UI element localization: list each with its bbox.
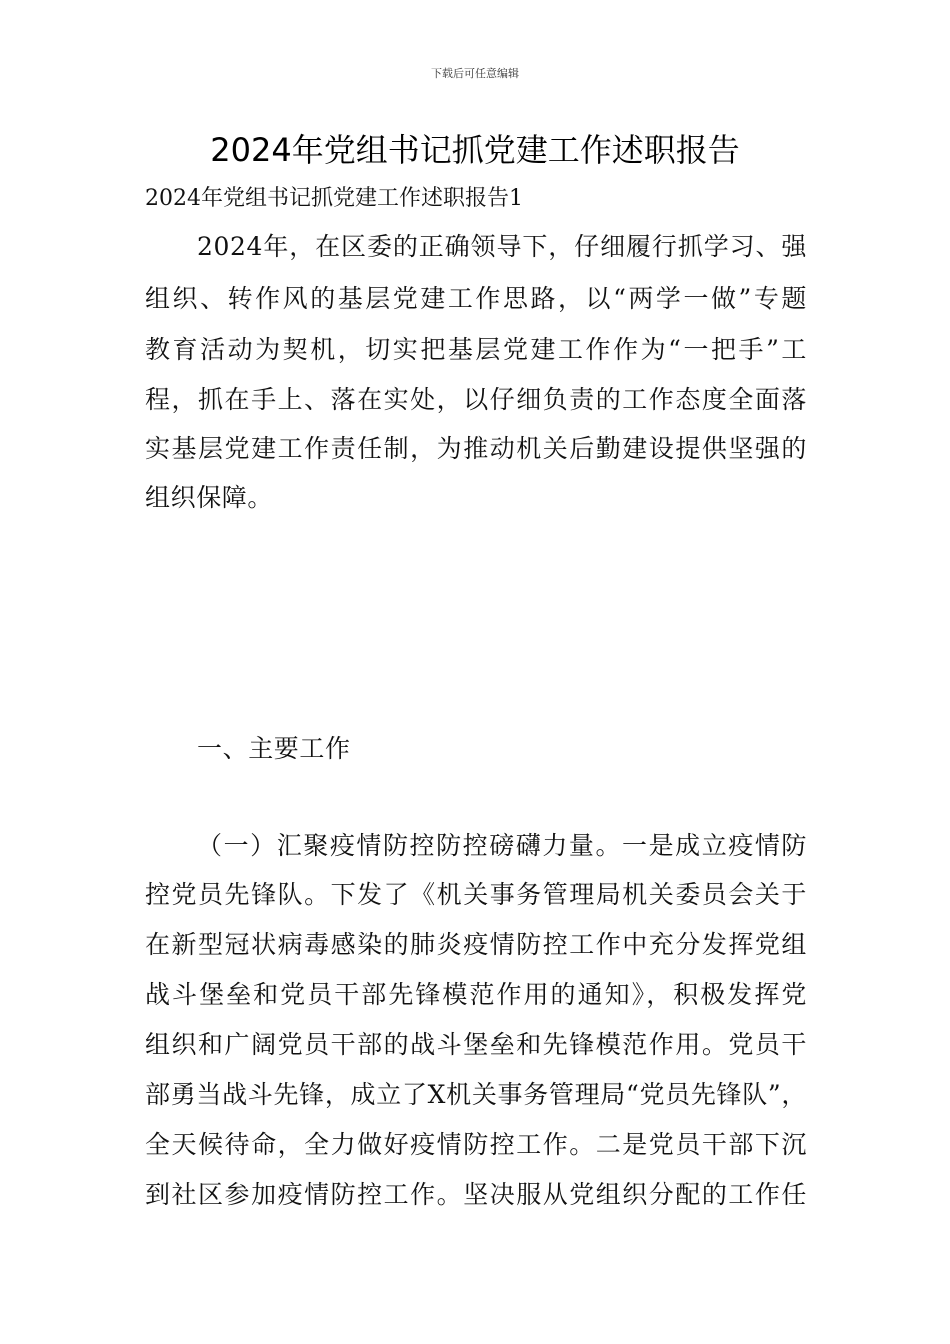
intro-line-3: 教育活动为契机，切实把基层党建工作作为“一把手”工 [145, 335, 807, 364]
body-line-1: （一）汇聚疫情防控防控磅礴力量。一是成立疫情防 [197, 831, 807, 860]
intro-line-5: 实基层党建工作责任制，为推动机关后勤建设提供坚强的 [145, 434, 807, 463]
body-line-4: 战斗堡垒和党员干部先锋模范作用的通知》，积极发挥党 [145, 980, 807, 1009]
document-subtitle: 2024年党组书记抓党建工作述职报告1 [145, 186, 523, 211]
body-line-5: 组织和广阔党员干部的战斗堡垒和先锋模范作用。党员干 [145, 1030, 807, 1059]
intro-line-1: 2024年，在区委的正确领导下，仔细履行抓学习、强 [197, 232, 807, 261]
intro-line-6: 组织保障。 [145, 483, 274, 512]
page-title: 2024年党组书记抓党建工作述职报告 [210, 131, 740, 169]
body-line-2: 控党员先锋队。下发了《机关事务管理局机关委员会关于 [145, 880, 807, 909]
body-line-3: 在新型冠状病毒感染的肺炎疫情防控工作中充分发挥党组 [145, 930, 807, 959]
body-line-7: 全天候待命，全力做好疫情防控工作。二是党员干部下沉 [145, 1130, 807, 1159]
section-heading: 一、主要工作 [197, 734, 351, 763]
intro-line-4: 程，抓在手上、落在实处，以仔细负责的工作态度全面落 [145, 385, 807, 414]
body-line-6: 部勇当战斗先锋，成立了X机关事务管理局“党员先锋队”， [145, 1080, 807, 1109]
intro-line-2: 组织、转作风的基层党建工作思路，以“两学一做”专题 [145, 284, 807, 313]
header-note: 下载后可任意编辑 [431, 67, 519, 80]
body-line-8: 到社区参加疫情防控工作。坚决服从党组织分配的工作任 [145, 1180, 807, 1209]
